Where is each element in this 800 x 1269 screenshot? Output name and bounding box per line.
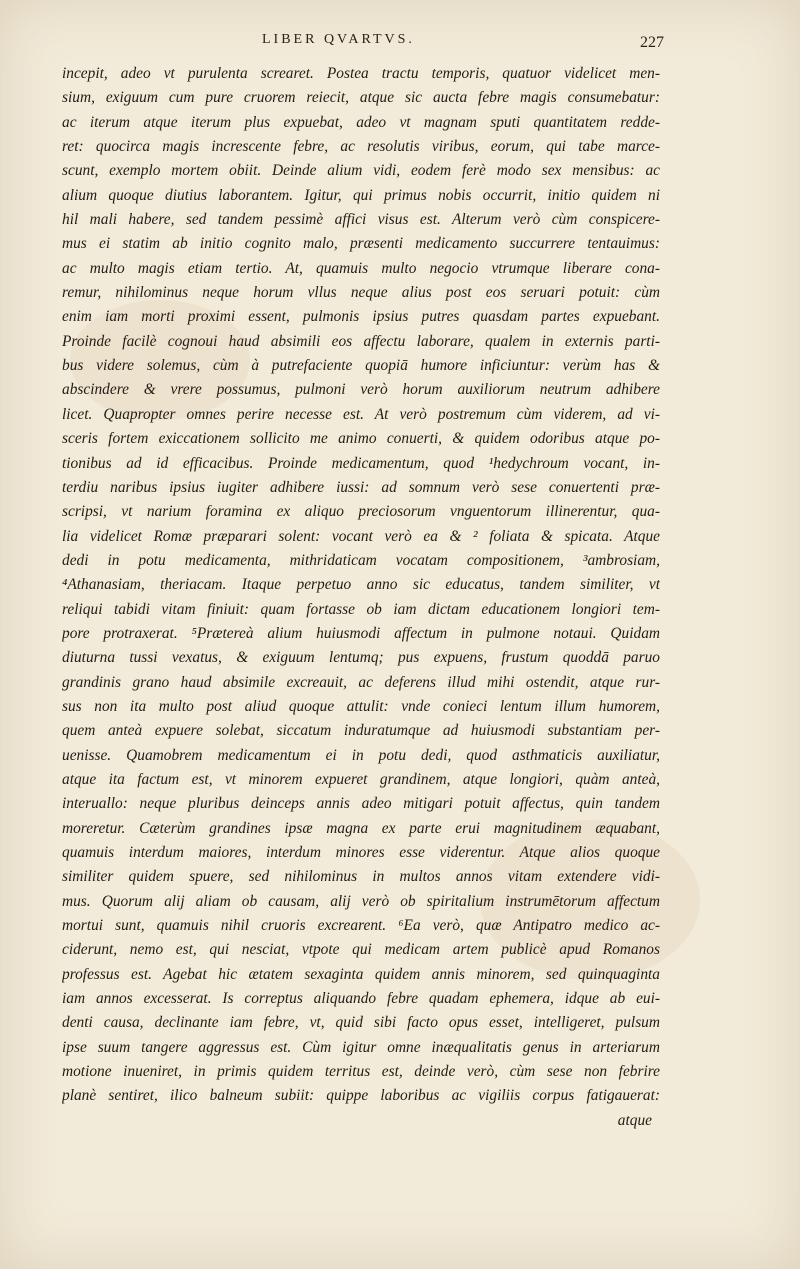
page-number: 227 [640, 34, 664, 51]
text-line: alium quoque diutius laborantem. Igitur, qui primus nobis occurrit, initio quidem ni [62, 186, 660, 204]
text-line: ciderunt, nemo est, qui nesciat, vtpote qui medicam artem publicè apud Romanos [62, 941, 660, 959]
text-line: ipse suum tangere aggressus est. Cùm igitur omne inæqualitatis genus in arteriarum [62, 1038, 660, 1056]
text-line: reliqui tabidi vitam finiuit: quam fortasse ob iam dictam educationem longiori tem- [62, 600, 660, 618]
text-line: bus videre solemus, cùm à putrefaciente quopiā humore inficiuntur: verùm has & [62, 357, 660, 375]
text-line: diuturna tussi vexatus, & exiguum lentumq; pus expuens, frustum quoddā paruo [62, 649, 660, 667]
text-line: denti causa, declinante iam febre, vt, quid sibi facto opus esset, intelligeret, pulsum [62, 1014, 660, 1032]
text-line: mus ei statim ab initio cognito malo, præsenti medicamento succurrere tentauimus: [62, 235, 660, 253]
page-header [0, 28, 800, 52]
text-line: scripsi, vt narium foramina ex aliquo preciosorum vnguentorum illinerentur, qua- [62, 503, 660, 521]
text-line: lia videlicet Romæ præparari solent: vocant verò ea & ² foliata & spicata. Atque [62, 527, 660, 545]
text-line: atque ita factum est, vt minorem expueret grandinem, atque longiori, quàm anteà, [62, 770, 660, 788]
text-line: ac multo magis etiam tertio. At, quamuis multo negocio vtrumque liberare cona- [62, 259, 660, 277]
text-line: incepit, adeo vt purulenta screaret. Postea tractu temporis, quatuor videlicet men- [62, 65, 660, 82]
text-line: similiter quidem spuere, sed nihilominus in multos annos vitam extendere vidi- [62, 868, 660, 886]
text-line: atque [617, 1111, 652, 1129]
text-line: sium, exiguum cum pure cruorem reiecit, atque sic aucta febre magis consumebatur: [62, 89, 660, 107]
text-line: planè sentiret, ilico balneum subiit: quippe laboribus ac vigiliis corpus fatigauerat: [62, 1087, 660, 1105]
text-line: uenisse. Quamobrem medicamentum ei in potu dedi, quod asthmaticis auxiliatur, [62, 746, 660, 764]
text-line: mortui sunt, quamuis nihil cruoris excrearent. ⁶Ea verò, quæ Antipatro medico ac- [62, 917, 660, 935]
text-line: dedi in potu medicamenta, mithridaticam vocatam compositionem, ³ambrosiam, [62, 551, 660, 569]
text-line: ret: quocirca magis increscente febre, ac resolutis viribus, eorum, qui tabe marce- [62, 138, 660, 156]
text-line: motione inueniret, in primis quidem territus est, deinde verò, cùm sese non febrire [62, 1063, 660, 1081]
text-line: moreretur. Cæterùm grandines ipsæ magna ex parte erui magnitudinem æquabant, [62, 819, 660, 837]
text-line: Proinde facilè cognoui haud absimili eos affectu laborare, qualem in externis parti- [62, 332, 660, 350]
text-line: interuallo: neque pluribus deinceps annis adeo mitigari potuit affectus, quin tandem [62, 795, 660, 813]
body-text [62, 62, 660, 1133]
text-line: terdiu naribus ipsius iugiter adhibere iussi: ad somnum verò sese conuertenti præ- [62, 478, 660, 496]
text-line: quem anteà expuere solebat, siccatum induratumque ad huiusmodi substantiam per- [62, 722, 660, 740]
running-head: LIBER QVARTVS. [262, 32, 415, 47]
text-line: grandinis grano haud absimile excreauit, ac deferens illud mihi ostendit, atque rur- [62, 673, 660, 691]
text-line: sus non ita multo post aliud quoque attulit: vnde conieci lentum illum humorem, [62, 697, 660, 715]
text-line: tionibus ad id efficacibus. Proinde medicamentum, quod ¹hedychroum vocant, in- [62, 454, 660, 472]
text-line: ⁴Athanasiam, theriacam. Itaque perpetuo anno sic educatus, tandem similiter, vt [62, 576, 660, 594]
text-line: hil mali habere, sed tandem pessimè affici visus est. Alterum verò cùm conspicere- [62, 211, 660, 229]
text-line: mus. Quorum alij aliam ob causam, alij verò ob spiritalium instrumētorum affectum [62, 892, 660, 910]
text-line: enim iam morti proximi essent, pulmonis ipsius putres quasdam partes expuebant. [62, 308, 660, 326]
text-line: professus est. Agebat hic ætatem sexaginta quidem annis minorem, sed quinquaginta [62, 965, 660, 983]
text-line: scunt, exemplo mortem obiit. Deinde alium vidi, eodem ferè modo sex mensibus: ac [62, 162, 660, 180]
text-line: sceris fortem exiccationem sollicito me animo conuerti, & quidem odoribus atque po- [62, 430, 660, 448]
text-line: abscindere & vrere possumus, pulmoni verò horum auxiliorum neutrum adhibere [62, 381, 660, 399]
text-line: quamuis interdum maiores, interdum minores esse viderentur. Atque alios quoque [62, 844, 660, 861]
text-line: ac iterum atque iterum plus expuebat, adeo vt magnam sputi quantitatem redde- [62, 113, 660, 131]
text-line: remur, nihilominus neque horum vllus neque alius post eos seruari potuit: cùm [62, 284, 660, 302]
text-line: pore protraxerat. ⁵Prætereà alium huiusmodi affectum in pulmone notaui. Quidam [62, 624, 660, 642]
text-line: licet. Quapropter omnes perire necesse est. At verò postremum cùm viderem, ad vi- [62, 405, 660, 423]
text-line: iam annos excesserat. Is correptus aliquando febre quadam ephemera, idque ab eui- [62, 990, 660, 1008]
